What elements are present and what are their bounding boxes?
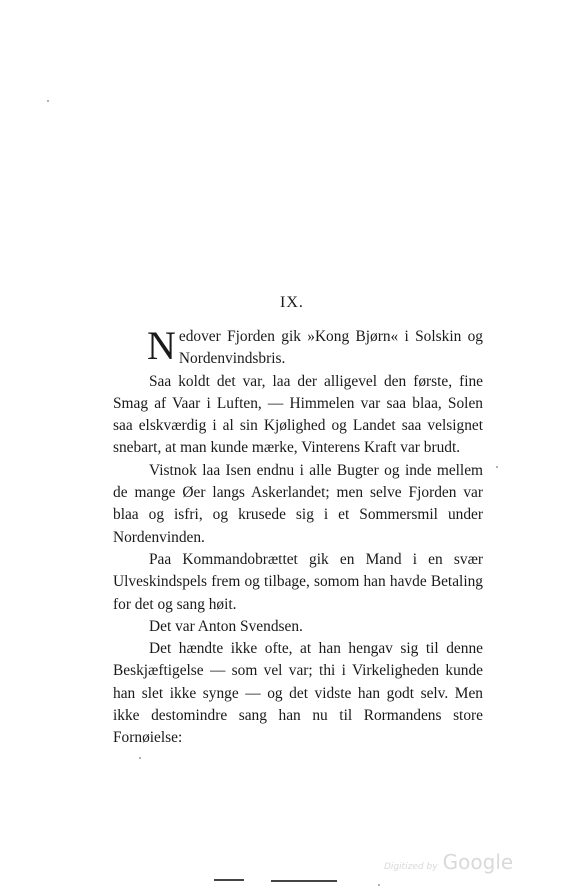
paragraph-4: Paa Kommandobrættet gik en Mand i en svær Ulveskindspels frem og tilbage, somom han havde Betaling for det og sang høit. <box>113 550 483 613</box>
paragraph-1 <box>113 323 483 371</box>
paper-speck <box>47 100 49 102</box>
paper-speck <box>496 466 498 468</box>
paragraph-6: Det hændte ikke ofte, at han hengav sig til denne Beskjæftigelse — som vel var; thi i Virkeligheden kunde han slet ikke synge — og det vidste han godt selv. Men ikke destomindre sang han nu til Rormandens store Fornøielse: <box>113 640 483 747</box>
printer-rule-left <box>214 879 244 881</box>
paper-speck <box>378 884 380 886</box>
paragraph-2: Saa koldt det var, laa der alligevel den første, fine Smag af Vaar i Luften, — Himmelen var saa blaa, Solen saa elskværdig i al sin Kjølighed og Landet saa velsignet snebart, at man kunde mærke, Vinterens Kraft var brudt. <box>113 372 483 457</box>
paragraph-3: Vistnok laa Isen endnu i alle Bugter og inde mellem de mange Øer langs Askerlandet; men selve Fjorden var blaa og isfri, og krusede sig i et Sommersmil under Nordenvinden. <box>113 461 483 546</box>
body-text <box>113 323 483 750</box>
google-logo: Google <box>442 850 514 874</box>
chapter-number: IX. <box>280 294 304 311</box>
drop-cap: N <box>147 323 176 368</box>
paper-speck <box>139 757 141 759</box>
digitized-watermark <box>384 850 513 874</box>
printer-rule-right <box>271 880 337 882</box>
watermark-prefix: Digitized by <box>384 862 438 872</box>
paragraph-1-text: edover Fjorden gik »Kong Bjørn« i Solskin og Nordenvindsbris. <box>178 328 483 368</box>
paragraph-5: Det var Anton Svendsen. <box>149 617 303 635</box>
